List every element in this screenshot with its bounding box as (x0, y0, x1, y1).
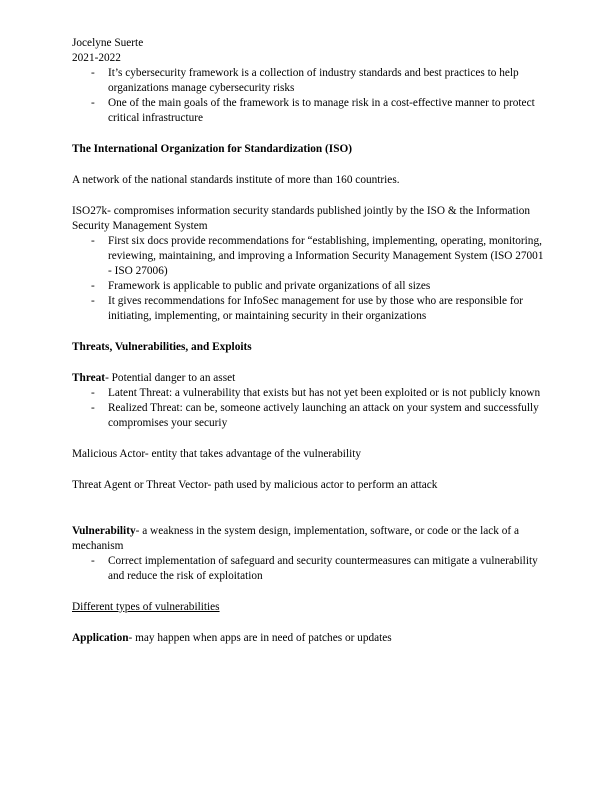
iso-bullet-list (72, 234, 544, 324)
iso-paragraph: A network of the national standards institute of more than 160 countries. (72, 174, 400, 186)
school-year: 2021-2022 (72, 52, 121, 64)
threats-heading: Threats, Vulnerabilities, and Exploits (72, 341, 252, 353)
iso27k-paragraph: ISO27k- compromises information security standards published jointly by the ISO & the Information Security Management System (72, 205, 531, 232)
list-item: - One of the main goals of the framework is to manage risk in a cost-effective manner to protect critical infrastructure (72, 96, 544, 126)
iso-heading: The International Organization for Standardization (ISO) (72, 143, 353, 155)
list-item: - Realized Threat: can be, someone actively launching an attack on your system and successfully compromises your securiy (72, 401, 544, 431)
list-item: - First six docs provide recommendations for “establishing, implementing, operating, monitoring, reviewing, maintaining, and improving a Information Security Management System (ISO 27001 - ISO 27006) (72, 234, 544, 279)
vulnerability-bullet-list (72, 554, 544, 584)
application-definition: Application- may happen when apps are in need of patches or updates (72, 632, 392, 644)
vulnerability-term: Vulnerability (72, 525, 136, 537)
list-item: - Correct implementation of safeguard and security countermeasures can mitigate a vulnerability and reduce the risk of exploitation (72, 554, 544, 584)
vulnerability-definition: Vulnerability- a weakness in the system design, implementation, software, or code or the lack of a mechanism (72, 525, 519, 552)
document-page (72, 36, 544, 646)
application-term: Application (72, 632, 129, 644)
threat-bullet-list (72, 386, 544, 431)
threat-term: Threat (72, 372, 106, 384)
malicious-actor-paragraph: Malicious Actor- entity that takes advantage of the vulnerability (72, 448, 362, 460)
intro-bullet-list (72, 66, 544, 126)
list-item: - It’s cybersecurity framework is a collection of industry standards and best practices to help organizations manage cybersecurity risks (72, 66, 544, 96)
author-name: Jocelyne Suerte (72, 37, 144, 49)
vulnerability-types-heading: Different types of vulnerabilities (72, 601, 220, 613)
list-item: - Latent Threat: a vulnerability that exists but has not yet been exploited or is not publicly known (72, 386, 544, 401)
list-item: - It gives recommendations for InfoSec management for use by those who are responsible for initiating, implementing, or maintaining security in their organizations (72, 294, 544, 324)
list-item: - Framework is applicable to public and private organizations of all sizes (72, 279, 544, 294)
threat-definition: Threat- Potential danger to an asset (72, 372, 236, 384)
threat-agent-paragraph: Threat Agent or Threat Vector- path used by malicious actor to perform an attack (72, 479, 438, 491)
